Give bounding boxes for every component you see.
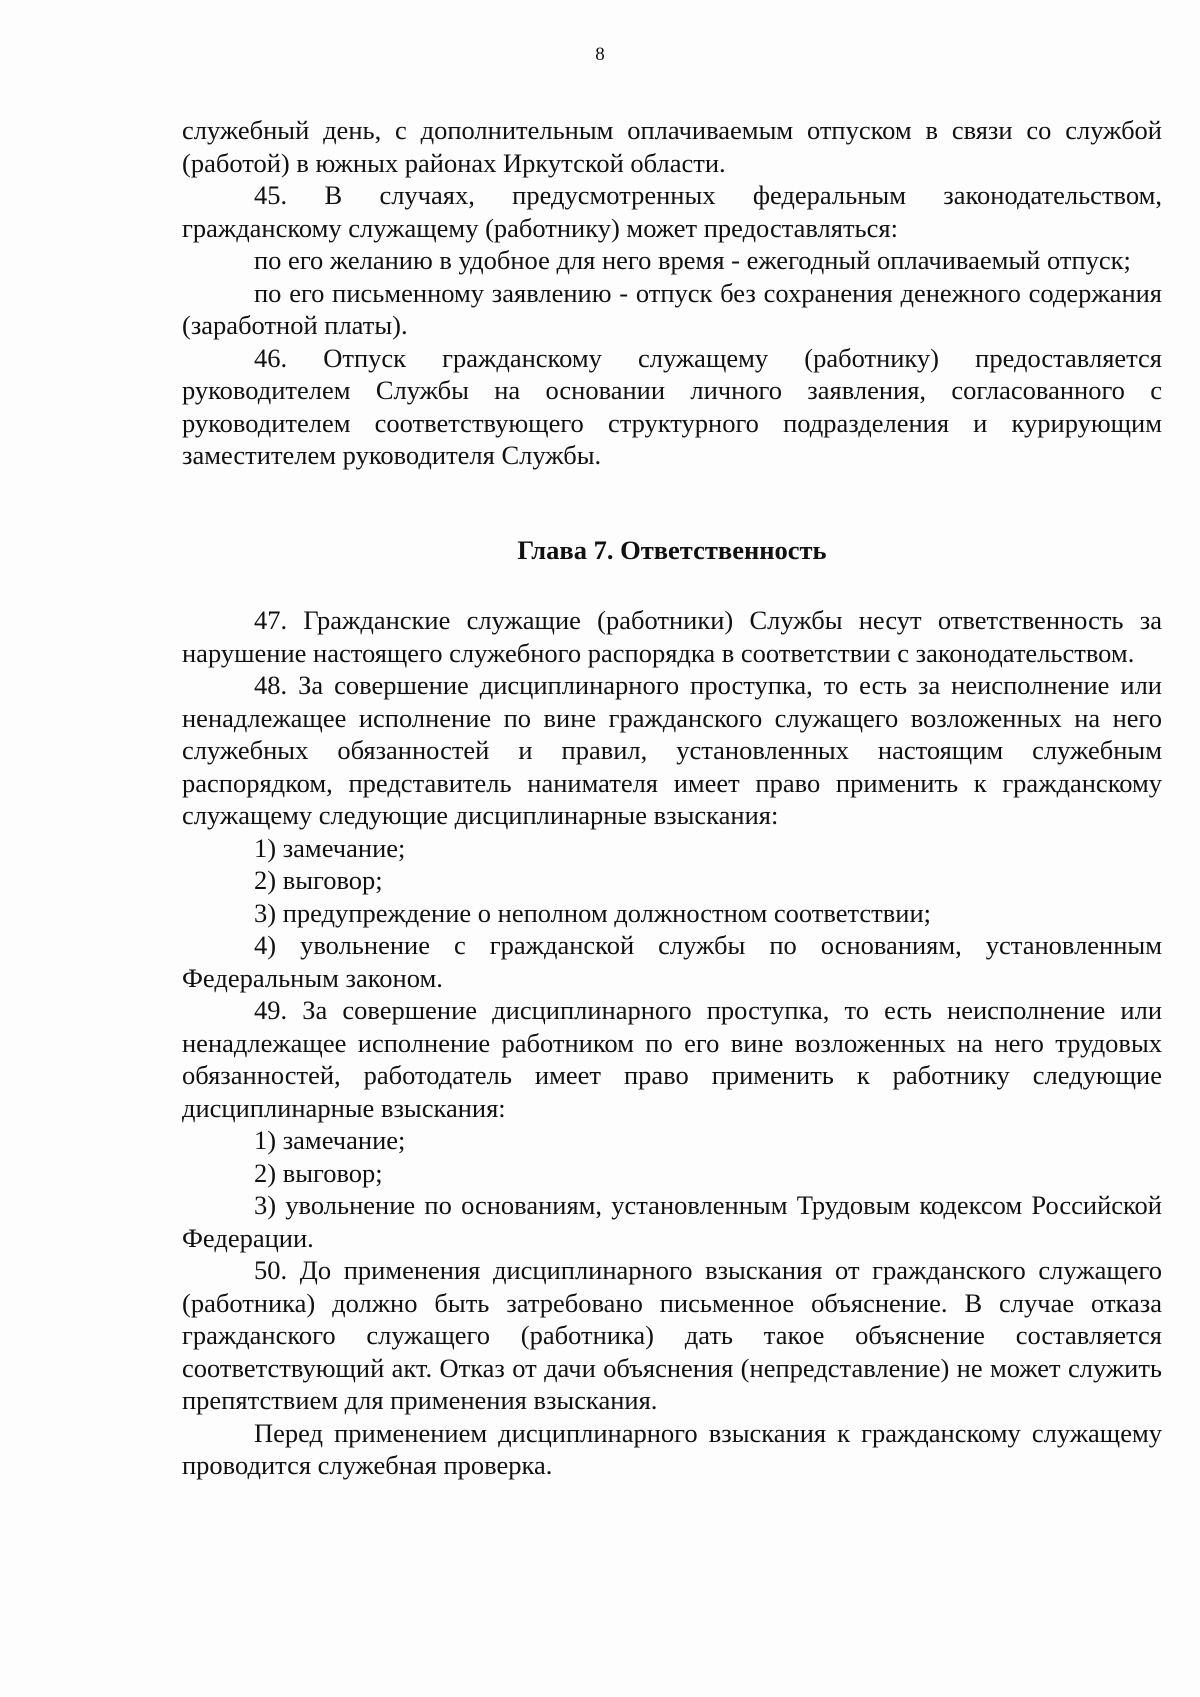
paragraph-49-item-2: 2) выговор; [254, 1157, 383, 1188]
paragraph-49: 49. За совершение дисциплинарного проступка, то есть неисполнение или ненадлежащее исполнение работником по его вине возложенных на него трудовых обязанностей, работодатель имеет право применить к работнику следующие дисциплинарные взыскания: [182, 995, 1162, 1123]
paragraph-50-check: Перед применением дисциплинарного взыскания к гражданскому служащему проводится служебная проверка. [182, 1417, 1162, 1480]
paragraph-continuation: служебный день, с дополнительным оплачиваемым отпуском в связи со службой (работой) в южных районах Иркутской области. [182, 115, 1162, 178]
paragraph-49-item-1: 1) замечание; [254, 1125, 406, 1155]
paragraph-45-option-b: по его письменному заявлению - отпуск без сохранения денежного содержания (заработной платы). [182, 277, 1162, 340]
chapter-heading: Глава 7. Ответственность [517, 534, 827, 565]
paragraph-46: 46. Отпуск гражданскому служащему (работнику) предоставляется руководителем Службы на основании личного заявления, согласованного с руководителем соответствующего структурного подразделения и курирующим заместителем руководителя Службы. [182, 342, 1162, 470]
document-body [182, 114, 1162, 1482]
paragraph-45: 45. В случаях, предусмотренных федеральным законодательством, гражданскому служащему (работнику) может предоставляться: [182, 180, 1162, 243]
paragraph-49-item-3: 3) увольнение по основаниям, установленным Трудовым кодексом Российской Федерации. [182, 1190, 1162, 1253]
paragraph-45-option-a: по его желанию в удобное для него время - ежегодный оплачиваемый отпуск; [254, 245, 1131, 275]
paragraph-47: 47. Гражданские служащие (работники) Службы несут ответственность за нарушение настоящего служебного распорядка в соответствии с законодательством. [182, 605, 1162, 668]
paragraph-48-item-2: 2) выговор; [254, 865, 383, 895]
paragraph-50: 50. До применения дисциплинарного взыскания от гражданского служащего (работника) должно быть затребовано письменное объяснение. В случае отказа гражданского служащего (работника) дать такое объяснение составляется соответствующий акт. Отказ от дачи объяснения (непредставление) не может служить препятствием для применения взыскания. [182, 1255, 1162, 1415]
paragraph-48-item-3: 3) предупреждение о неполном должностном соответствии; [254, 897, 931, 928]
paragraph-48: 48. За совершение дисциплинарного проступка, то есть за неисполнение или ненадлежащее исполнение по вине гражданского служащего возложенных на него служебных обязанностей и правил, установленных настоящим служебным распорядком, представитель нанимателя имеет право применить к гражданскому служащему следующие дисциплинарные взыскания: [182, 670, 1162, 830]
page-number: 8 [595, 44, 605, 65]
paragraph-48-item-1: 1) замечание; [254, 832, 406, 863]
paragraph-48-item-4: 4) увольнение с гражданской службы по основаниям, установленным Федеральным законом. [182, 930, 1162, 993]
